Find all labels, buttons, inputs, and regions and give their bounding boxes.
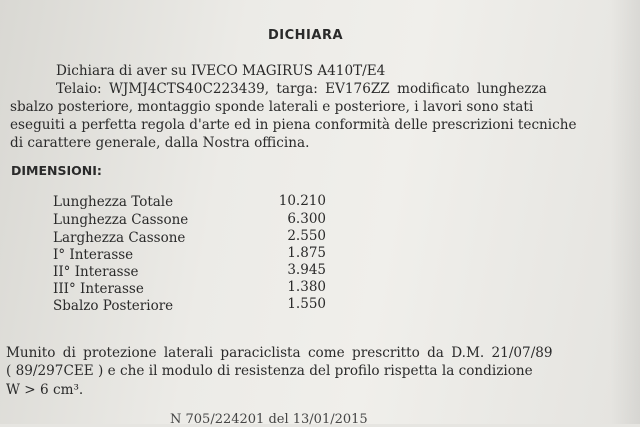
dimension-label: Lunghezza Totale — [53, 194, 174, 210]
footer-line-3: W > 6 cm³. — [6, 382, 84, 398]
footer-line-1: Munito di protezione laterali paraciclista come prescritto da D.M. 21/07/89 — [6, 345, 553, 361]
intro-line-3: sbalzo posteriore, montaggio sponde laterali e posteriore, i lavori sono stati — [10, 99, 534, 115]
intro-line-2: Telaio: WJMJ4CTS40C223439, targa: EV176ZZ modificato lunghezza — [56, 81, 547, 97]
dimension-value: 1.380 — [287, 279, 326, 295]
dimension-label: II° Interasse — [53, 264, 139, 280]
dimension-value: 10.210 — [278, 193, 326, 209]
page-shadow — [610, 0, 640, 424]
dimension-value: 2.550 — [287, 228, 326, 244]
cut-off-reference-line: N 705/224201 del 13/01/2015 — [170, 412, 368, 427]
dimension-label: III° Interasse — [53, 281, 144, 297]
dimension-label: Larghezza Cassone — [53, 230, 186, 246]
dimension-label: Sbalzo Posteriore — [53, 298, 174, 314]
footer-line-2: ( 89/297CEE ) e che il modulo di resistenza del profilo rispetta la condizione — [6, 363, 533, 379]
dimensions-heading: DIMENSIONI: — [11, 163, 102, 178]
intro-line-4: eseguiti a perfetta regola d'arte ed in piena conformità delle prescrizioni tecniche — [10, 117, 577, 133]
dimension-value: 3.945 — [287, 262, 326, 278]
dimension-label: I° Interasse — [53, 247, 134, 263]
intro-line-1: Dichiara di aver su IVECO MAGIRUS A410T/E4 — [56, 63, 386, 79]
dimension-value: 6.300 — [287, 211, 326, 227]
intro-line-5: di carattere generale, dalla Nostra officina. — [10, 135, 310, 151]
dimension-value: 1.875 — [287, 245, 326, 261]
dimension-label: Lunghezza Cassone — [53, 212, 189, 228]
dimension-value: 1.550 — [287, 296, 326, 312]
document-title: DICHIARA — [268, 28, 344, 43]
